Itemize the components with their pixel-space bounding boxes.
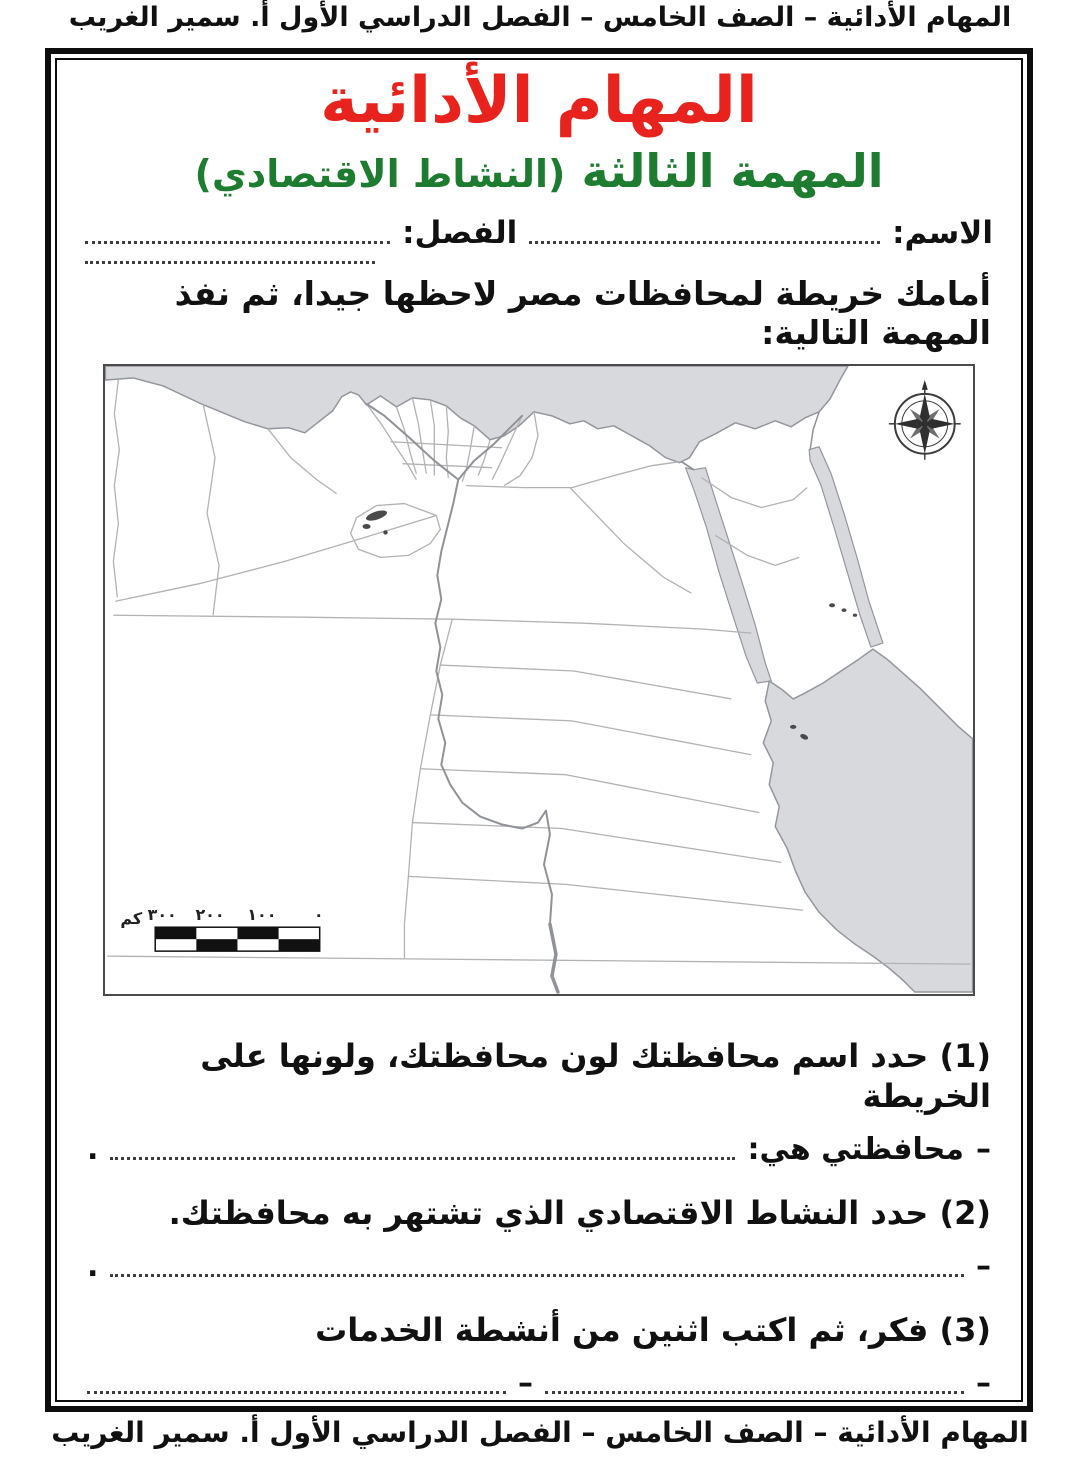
question-3-text: (3) فكر، ثم اكتب اثنين من أنشطة الخدمات <box>315 1310 991 1349</box>
task-topic: (النشاط الاقتصادي) <box>194 152 566 197</box>
question-3-number: (3) <box>939 1310 991 1349</box>
egypt-map-svg <box>105 366 973 994</box>
question-3-answer-line <box>87 1366 991 1401</box>
lake-nasser <box>550 924 558 992</box>
page-title: المهام الأدائية <box>320 64 758 138</box>
page-header: المهام الأدائية – الصف الخامس – الفصل الدراسي الأول أ. سمير الغريب <box>68 2 1012 33</box>
instruction-text: أمامك خريطة لمحافظات مصر لاحظها جيدا، ثم نفذ المهمة التالية: <box>174 273 991 352</box>
name-input-line[interactable] <box>529 241 880 244</box>
question-1 <box>87 1036 991 1116</box>
worksheet-frame-inner <box>55 58 1023 1402</box>
task-number: المهمة الثالثة <box>581 144 884 199</box>
question-2 <box>87 1193 991 1233</box>
gulf-of-suez <box>686 468 772 683</box>
answer-3a-input-line[interactable] <box>545 1391 964 1394</box>
scale-label-200: ٢٠٠ <box>195 905 225 925</box>
question-2-text: (2) حدد النشاط الاقتصادي الذي تشتهر به محافظتك. <box>168 1193 991 1232</box>
name-class-row <box>85 215 993 251</box>
question-2-answer-line <box>87 1249 991 1284</box>
answer-dash: – <box>976 1131 991 1167</box>
worksheet-frame <box>45 48 1033 1412</box>
answer-2-end-mark: . <box>87 1248 99 1284</box>
answer-dash: – <box>976 1248 991 1284</box>
israel-border <box>810 412 819 450</box>
egypt-governorates-map <box>103 364 975 996</box>
answer-1-input-line[interactable] <box>110 1157 735 1160</box>
scale-label-300: ٣٠٠ <box>147 905 177 925</box>
mediterranean-sea <box>105 366 848 463</box>
class-input-line[interactable] <box>85 241 390 244</box>
answer-3b-input-line[interactable] <box>87 1391 506 1394</box>
compass-rose-icon <box>889 380 961 460</box>
class-input-line-wrap[interactable] <box>85 261 375 264</box>
page-footer: المهام الأدائية – الصف الخامس – الفصل الدراسي الأول أ. سمير الغريب <box>51 1416 1029 1449</box>
question-2-number: (2) <box>939 1193 991 1232</box>
answer-1-label: محافظتي هي: <box>747 1131 964 1167</box>
gulf-of-aqaba <box>809 447 883 647</box>
name-label: الاسم: <box>892 214 993 251</box>
scale-unit-label: كم <box>120 909 143 929</box>
answer-2-input-line[interactable] <box>110 1274 964 1277</box>
nile-delta-branches <box>367 404 459 480</box>
answer-dash: – <box>976 1365 991 1401</box>
scale-bar <box>120 905 323 951</box>
question-3 <box>87 1310 991 1350</box>
question-1-number: (1) <box>939 1036 991 1075</box>
question-1-answer-line <box>87 1132 991 1167</box>
task-subtitle <box>57 146 1021 197</box>
nile-river <box>367 404 694 992</box>
red-sea <box>763 649 972 992</box>
question-1-text: (1) حدد اسم محافظتك لون محافظتك، ولونها على الخريطة <box>200 1036 991 1115</box>
scale-label-100: ١٠٠ <box>247 905 277 925</box>
scale-label-0: ٠ <box>313 905 324 925</box>
answer-1-end-mark: . <box>87 1131 99 1167</box>
class-label: الفصل: <box>402 214 518 251</box>
answer-dash: – <box>518 1365 533 1401</box>
